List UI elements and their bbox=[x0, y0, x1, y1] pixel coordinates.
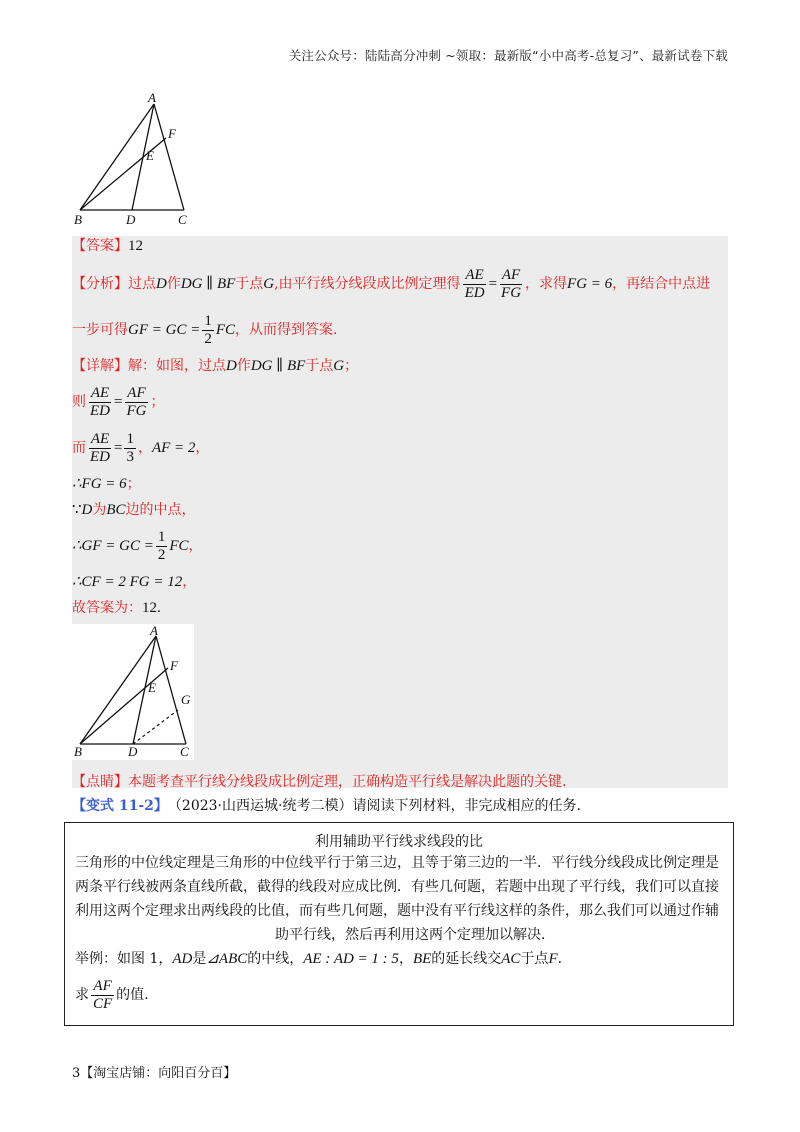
math-ratio: AE : AD = 1 : 5 bbox=[303, 951, 399, 967]
equals: = bbox=[488, 276, 498, 292]
remark-line bbox=[72, 772, 566, 792]
label-D: D bbox=[128, 744, 138, 759]
material-paragraph-line: 三角形的中位线定理是三角形的中位线平行于第三边，且等于第三边的一半．平行线分线段成比例定理是 bbox=[75, 855, 719, 871]
detail-text: 则 bbox=[72, 394, 86, 410]
material-paragraph-line: 两条平行线被两条直线所截，截得的线段对应成比例．有些几何题，若题中出现了平行线，我们可以直接 bbox=[75, 879, 719, 895]
fraction-half: $\frac{1}{2}$ bbox=[204, 312, 212, 347]
answer-tag: 【答案】 bbox=[72, 238, 128, 254]
detail-text: . bbox=[157, 600, 161, 616]
material-paragraph-line: 助平行线，然后再利用这两个定理加以解决. bbox=[275, 927, 546, 943]
label-D: D bbox=[126, 212, 136, 227]
example-text: 的中线， bbox=[247, 951, 304, 967]
math-G: G bbox=[263, 276, 275, 292]
analysis-tag: 【分析】 bbox=[72, 276, 128, 292]
example-text: . bbox=[557, 951, 563, 967]
math-gf-gc: GF = GC = bbox=[128, 322, 201, 338]
example-text: ， bbox=[398, 951, 413, 967]
detail-text: ， bbox=[188, 538, 203, 554]
fraction-af-fg: $\frac{AF}{FG}$ bbox=[501, 266, 522, 301]
example-text: 是 bbox=[192, 951, 207, 967]
math-ac: AC bbox=[501, 951, 521, 967]
question-line bbox=[75, 975, 149, 1015]
analysis-text: 一步可得 bbox=[72, 322, 128, 338]
analysis-line-1 bbox=[72, 264, 710, 304]
analysis-text: ，再结合中点进 bbox=[612, 276, 711, 292]
detail-text: ， bbox=[182, 574, 197, 590]
answer-line bbox=[72, 236, 143, 256]
detail-text: 解：如图，过点 bbox=[128, 358, 226, 374]
remark-text: 本题考查平行线分线段成比例定理，正确构造平行线是解决此题的关键. bbox=[128, 774, 567, 790]
math-parallel: DG ∥ BF bbox=[180, 276, 236, 292]
variant-label: 变式 11-2 bbox=[86, 798, 154, 814]
label-B: B bbox=[74, 744, 82, 759]
analysis-text: ，从而得到答案. bbox=[235, 322, 338, 338]
detail-line-3 bbox=[72, 428, 209, 468]
detail-line-2 bbox=[72, 382, 164, 422]
analysis-text: 于点 bbox=[235, 276, 264, 292]
detail-line-7 bbox=[72, 572, 196, 592]
label-C: C bbox=[178, 212, 187, 227]
variant-bracket: 】 bbox=[153, 798, 168, 814]
answer-value: 12 bbox=[128, 238, 143, 254]
math-parallel: DG ∥ BF bbox=[250, 358, 306, 374]
detail-text: 于点 bbox=[305, 358, 334, 374]
detail-line-4 bbox=[72, 474, 141, 494]
answer-value: 12 bbox=[142, 600, 157, 616]
math-fg: ∴FG = 6 bbox=[72, 476, 127, 492]
detail-text: 而 bbox=[72, 440, 86, 456]
analysis-text: 过点 bbox=[128, 276, 156, 292]
remark-tag: 【点睛】 bbox=[72, 774, 128, 790]
math-G: G bbox=[333, 358, 345, 374]
triangle-figure-1 bbox=[70, 92, 200, 228]
detail-line-8 bbox=[72, 598, 161, 618]
fraction-af-fg: $\frac{AF}{FG}$ bbox=[126, 384, 147, 419]
analysis-text: 作 bbox=[166, 276, 181, 292]
math-ad: AD bbox=[172, 951, 193, 967]
variant-line bbox=[72, 796, 581, 816]
detail-text: ； bbox=[150, 394, 165, 410]
fraction-ae-ed: $\frac{AE}{ED}$ bbox=[464, 266, 485, 301]
material-box bbox=[64, 822, 734, 1026]
detail-line-5 bbox=[72, 500, 196, 520]
label-E: E bbox=[146, 148, 154, 163]
label-B: B bbox=[74, 212, 82, 227]
material-paragraph-line: 利用这两个定理求出两线段的比值，而有些几何题，题中没有平行线这样的条件，那么我们可以通过作辅 bbox=[75, 903, 719, 919]
example-text: 于点 bbox=[520, 951, 549, 967]
fraction-ae-ed: $\frac{AE}{ED}$ bbox=[90, 384, 110, 419]
detail-line-1 bbox=[72, 356, 358, 376]
example-text: 的延长线交 bbox=[431, 951, 502, 967]
detail-text: ， bbox=[137, 440, 152, 456]
math-cf: ∴CF = 2 FG = 12 bbox=[72, 574, 183, 590]
math-fc: FC bbox=[215, 322, 235, 338]
math-F: F bbox=[548, 951, 558, 967]
variant-bracket: 【 bbox=[72, 798, 86, 814]
equals: = bbox=[114, 440, 123, 456]
label-A: A bbox=[148, 92, 156, 105]
math-D: D bbox=[156, 276, 167, 292]
material-title: 利用辅助平行线求线段的比 bbox=[315, 834, 483, 850]
page-header: 关注公众号：陆陆高分冲刺 ~领取：最新版“小中高考-总复习”、最新试卷下载 bbox=[288, 48, 728, 63]
math-be: BE bbox=[412, 951, 432, 967]
label-C: C bbox=[180, 744, 189, 759]
detail-text: 边的中点， bbox=[125, 502, 196, 518]
detail-text: ； bbox=[126, 476, 141, 492]
math-D: D bbox=[81, 502, 93, 518]
variant-text: （2023·山西运城·统考二模）请阅读下列材料，非完成相应的任务. bbox=[167, 798, 581, 814]
fraction-half: $\frac{1}{2}$ bbox=[157, 528, 166, 563]
detail-tag: 【详解】 bbox=[72, 358, 128, 374]
analysis-text: ，求得 bbox=[525, 276, 568, 292]
analysis-text: ,由平行线分线段成比例定理得 bbox=[274, 276, 461, 292]
label-F: F bbox=[170, 658, 178, 673]
question-text: 求 bbox=[75, 987, 89, 1003]
example-line bbox=[75, 949, 562, 969]
fraction-ae-ed: $\frac{AE}{ED}$ bbox=[90, 430, 110, 465]
label-G: G bbox=[181, 692, 191, 707]
detail-line-6 bbox=[72, 526, 203, 566]
math-fc: FC bbox=[169, 538, 189, 554]
fraction-one-third: $\frac{1}{3}$ bbox=[126, 430, 134, 465]
detail-text: ； bbox=[344, 358, 359, 374]
math-af: AF = 2 bbox=[151, 440, 196, 456]
example-text: 举例：如图 1， bbox=[75, 951, 173, 967]
detail-text: 作 bbox=[236, 358, 251, 374]
label-A: A bbox=[150, 624, 158, 638]
label-E: E bbox=[148, 680, 156, 695]
math-gf-gc: ∴GF = GC = bbox=[72, 538, 154, 554]
math-triangle: ⊿ABC bbox=[206, 951, 248, 967]
analysis-line-2 bbox=[72, 310, 337, 350]
question-text: 的值. bbox=[116, 987, 149, 1003]
math-D: D bbox=[226, 358, 237, 374]
equals: = bbox=[114, 394, 123, 410]
fraction-af-cf: $\frac{AF}{CF}$ bbox=[93, 977, 113, 1012]
page-footer: 3【淘宝店铺：向阳百分百】 bbox=[72, 1066, 237, 1081]
detail-text: 故答案为： bbox=[72, 600, 142, 616]
math-bc: BC bbox=[106, 502, 126, 518]
triangle-figure-2 bbox=[72, 624, 194, 760]
math-fg: FG = 6 bbox=[567, 276, 613, 292]
detail-text: 为 bbox=[92, 502, 107, 518]
label-F: F bbox=[168, 126, 176, 141]
detail-text: ， bbox=[195, 440, 210, 456]
because-symbol: ∵ bbox=[72, 502, 82, 518]
